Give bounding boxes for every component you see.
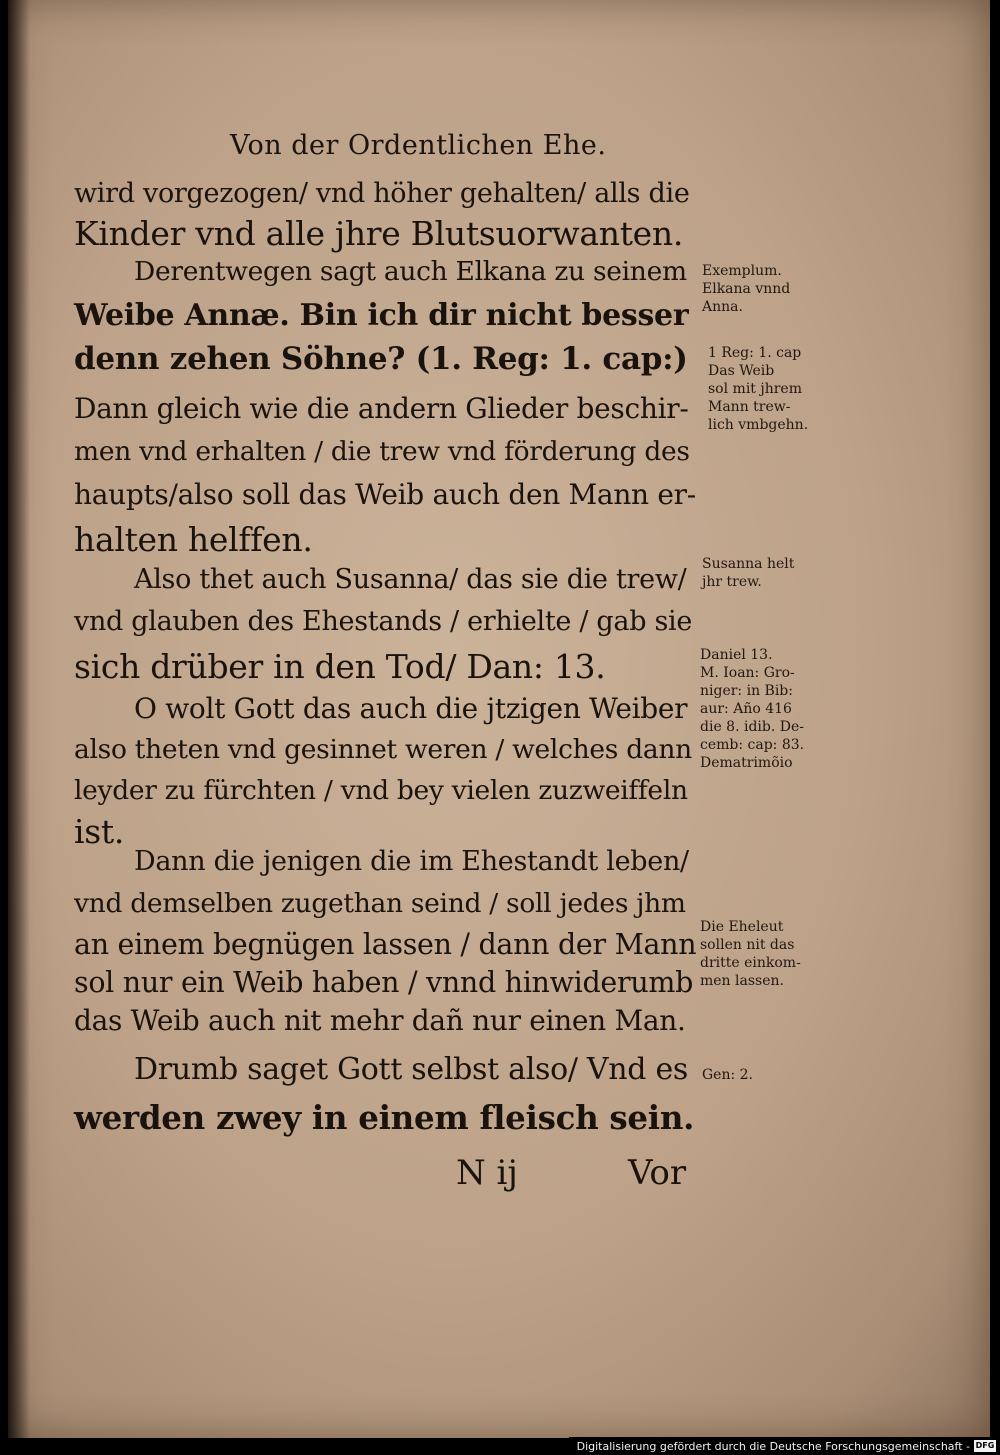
dfg-logo-icon: DFG [975, 1441, 995, 1450]
margin-note-line: niger: in Bib: [700, 683, 793, 699]
text-line: Kinder vnd alle jhre Blutsuorwanten. [74, 214, 684, 253]
digitization-credit-bar [569, 1437, 1000, 1455]
text-line: ist. [74, 812, 125, 851]
running-header: Von der Ordentlichen Ehe. [230, 130, 607, 161]
margin-note [702, 555, 794, 591]
margin-note-line: Die Eheleut [700, 919, 784, 935]
margin-note [708, 344, 808, 434]
margin-note-line: Exemplum. [702, 263, 782, 279]
text-line: Also thet auch Susanna/ das sie die trew/ [134, 564, 687, 595]
text-line: Derentwegen sagt auch Elkana zu seinem [134, 256, 687, 287]
margin-note-line: Gen: 2. [702, 1067, 754, 1083]
text-line: Dann gleich wie die andern Glieder beschir- [74, 392, 689, 425]
text-line: men vnd erhalten / die trew vnd förderung des [74, 436, 690, 467]
margin-note-line: 1 Reg: 1. cap [708, 345, 802, 361]
margin-note-line: sol mit jhrem [708, 381, 802, 397]
margin-note-line: sollen nit das [700, 937, 795, 953]
text-line: vnd glauben des Ehestands / erhielte / gab sie [74, 606, 693, 637]
text-line: das Weib auch nit mehr dañ nur einen Man. [74, 1004, 686, 1037]
margin-note-line: Susanna helt [702, 556, 795, 572]
margin-note [700, 646, 804, 772]
margin-note-line: cemb: cap: 83. [700, 737, 805, 753]
text-line: Drumb saget Gott selbst also/ Vnd es [134, 1052, 689, 1087]
book-page [8, 0, 990, 1438]
text-line: halten helffen. [74, 520, 313, 559]
signature-mark: N ij [456, 1153, 518, 1193]
text-line: sich drüber in den Tod/ Dan: 13. [74, 647, 606, 686]
text-line: haupts/also soll das Weib auch den Mann er- [74, 478, 696, 511]
margin-note-line: Mann trew- [708, 399, 791, 415]
margin-note-line: lich vmbgehn. [708, 417, 809, 433]
margin-note-line: Elkana vnnd [702, 281, 791, 297]
text-line: wird vorgezogen/ vnd höher gehalten/ alls die [74, 178, 690, 209]
margin-note-line: aur: Año 416 [700, 701, 792, 717]
margin-note-line: Das Weib [708, 363, 775, 379]
margin-note-line: men lassen. [700, 973, 784, 989]
text-line: vnd demselben zugethan seind / soll jedes jhm [74, 888, 686, 919]
margin-note-line: M. Ioan: Gro- [700, 665, 795, 681]
text-line: Weibe Annæ. Bin ich dir nicht besser [74, 298, 689, 333]
text-line: denn zehen Söhne? (1. Reg: 1. cap:) [74, 341, 688, 377]
margin-note [702, 1066, 753, 1084]
digitization-credit: Digitalisierung gefördert durch die Deutsche Forschungsgemeinschaft - [576, 1439, 970, 1453]
text-line: leyder zu fürchten / vnd bey vielen zuzweiffeln [74, 775, 688, 806]
margin-note-line: Daniel 13. [700, 647, 773, 663]
margin-note [702, 262, 790, 316]
catchword: Vor [628, 1153, 687, 1193]
margin-note-line: jhr trew. [702, 574, 762, 590]
margin-note [700, 918, 801, 990]
margin-note-line: dritte einkom- [700, 955, 801, 971]
margin-note-line: die 8. idib. De- [700, 719, 805, 735]
text-line: Dann die jenigen die im Ehestandt leben/ [134, 846, 689, 877]
text-line: an einem begnügen lassen / dann der Mann [74, 928, 697, 961]
text-line: O wolt Gott das auch die jtzigen Weiber [134, 692, 688, 725]
text-line: sol nur ein Weib haben / vnnd hinwiderumb [74, 966, 694, 999]
text-line: werden zwey in einem fleisch sein. [74, 1098, 695, 1137]
margin-note-line: Dematrimõio [700, 755, 793, 771]
margin-note-line: Anna. [702, 299, 743, 315]
text-line: also theten vnd gesinnet weren / welches dann [74, 734, 692, 765]
